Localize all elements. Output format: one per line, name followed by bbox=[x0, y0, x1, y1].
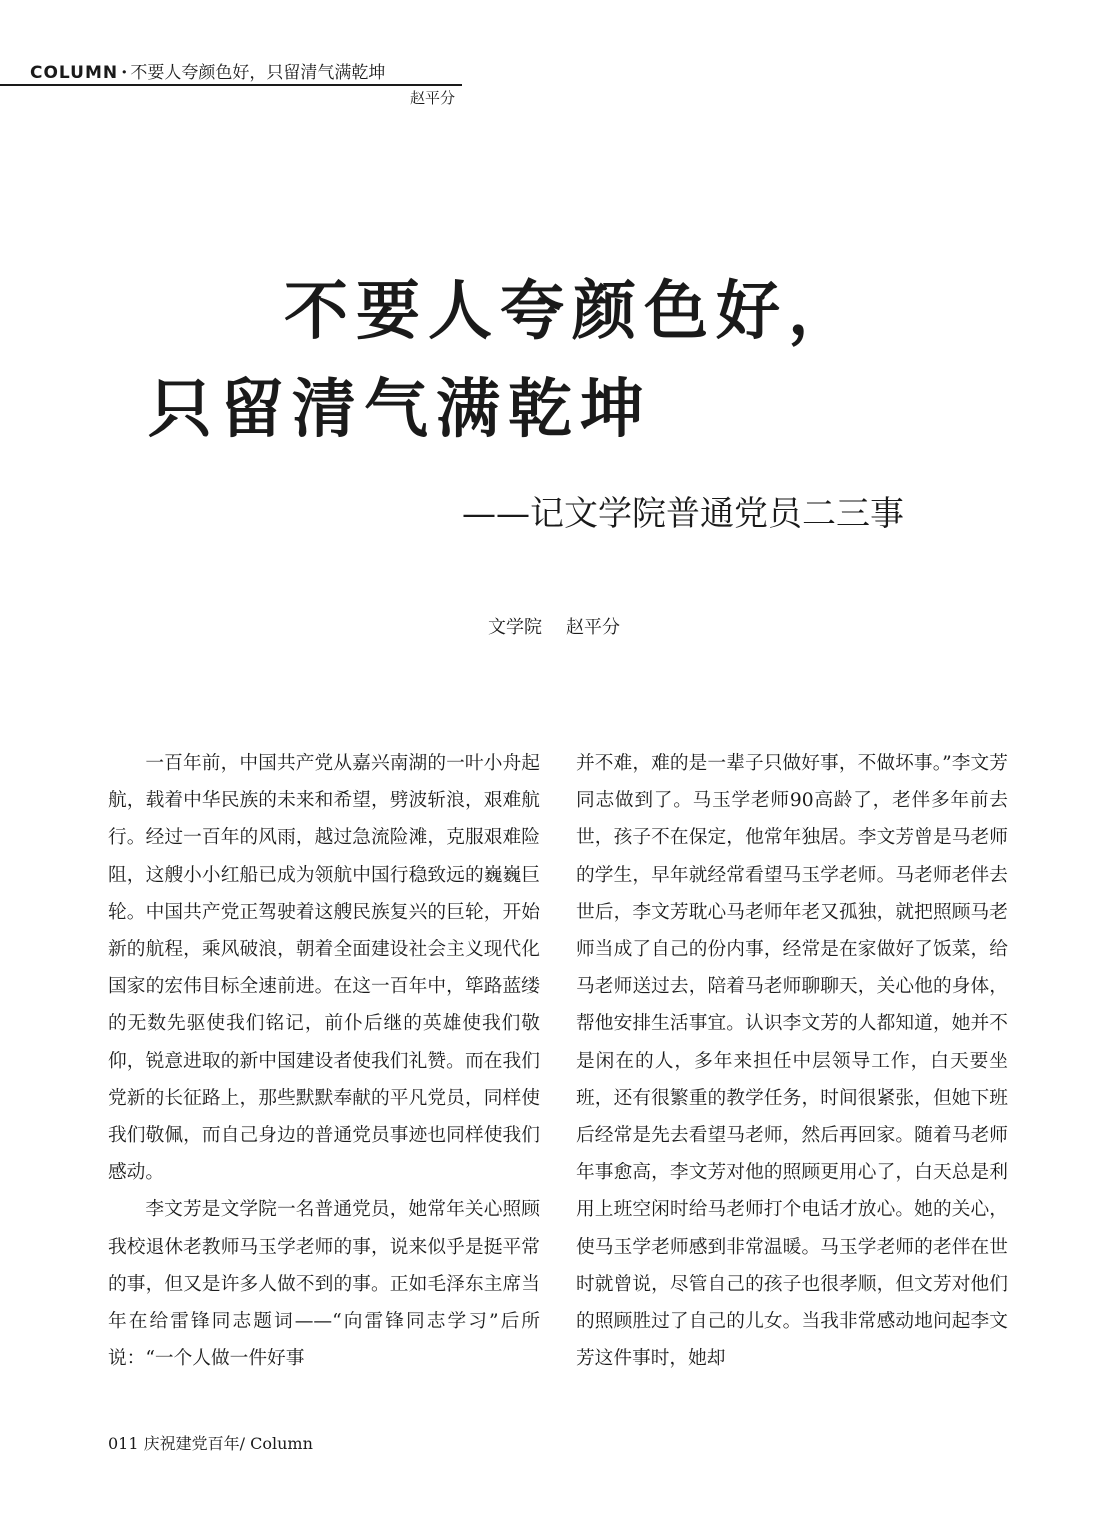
publication-name: 庆祝建党百年 bbox=[143, 1434, 240, 1453]
byline-author: 赵平分 bbox=[566, 617, 620, 638]
body-column-right bbox=[576, 745, 1008, 1377]
article-title-line-1: 不要人夸颜色好， bbox=[284, 274, 860, 349]
header-rule bbox=[0, 84, 462, 86]
header-separator: · bbox=[121, 62, 128, 83]
article-title-line-2: 只留清气满乾坤 bbox=[148, 372, 652, 447]
body-paragraph-continued: 并不难，难的是一辈子只做好事，不做坏事。”李文芳同志做到了。马玉学老师90高龄了，老伴多年前去世，孩子不在保定，他常年独居。李文芳曾是马老师的学生，早年就经常看望马玉学老师。马老师老伴去世后，李文芳耽心马老师年老又孤独，就把照顾马老师当成了自己的份内事，经常是在家做好了饭菜，给马老师送过去，陪着马老师聊聊天，关心他的身体，帮他安排生活事宜。认识李文芳的人都知道，她并不是闲在的人，多年来担任中层领导工作，白天要坐班，还有很繁重的教学任务，时间很紧张，但她下班后经常是先去看望马老师，然后再回家。随着马老师年事愈高，李文芳对他的照顾更用心了，白天总是利用上班空闲时给马老师打个电话才放心。她的关心，使马玉学老师感到非常温暖。马玉学老师的老伴在世时就曾说，尽管自己的孩子也很孝顺，但文芳对他们的照顾胜过了自己的儿女。当我非常感动地问起李文芳这件事时，她却 bbox=[576, 753, 1008, 1370]
running-title: 不要人夸颜色好，只留清气满乾坤 bbox=[130, 63, 386, 83]
byline bbox=[488, 616, 620, 640]
byline-department: 文学院 bbox=[488, 617, 542, 638]
column-label: COLUMN bbox=[30, 63, 119, 83]
page-footer bbox=[108, 1433, 313, 1455]
body-paragraph: 李文芳是文学院一名普通党员，她常年关心照顾我校退休老教师马玉学老师的事，说来似乎是挺平常的事，但又是许多人做不到的事。正如毛泽东主席当年在给雷锋同志题词——“向雷锋同志学习”后所说：“一个人做一件好事 bbox=[108, 1199, 540, 1370]
running-header bbox=[30, 62, 385, 84]
body-paragraph: 一百年前，中国共产党从嘉兴南湖的一叶小舟起航，载着中华民族的未来和希望，劈波斩浪，艰难航行。经过一百年的风雨，越过急流险滩，克服艰难险阻，这艘小小红船已成为领航中国行稳致远的巍巍巨轮。中国共产党正驾驶着这艘民族复兴的巨轮，开始新的航程，乘风破浪，朝着全面建设社会主义现代化国家的宏伟目标全速前进。在这一百年中，筚路蓝缕的无数先驱使我们铭记，前仆后继的英雄使我们敬仰，锐意进取的新中国建设者使我们礼赞。而在我们党新的长征路上，那些默默奉献的平凡党员，同样使我们敬佩，而自己身边的普通党员事迹也同样使我们感动。 bbox=[108, 753, 540, 1184]
article-subtitle: ——记文学院普通党员二三事 bbox=[462, 494, 904, 534]
body-column-left bbox=[108, 745, 540, 1377]
page-number: 011 bbox=[108, 1434, 139, 1453]
header-author: 赵平分 bbox=[410, 89, 456, 107]
section-name: / Column bbox=[239, 1434, 313, 1453]
